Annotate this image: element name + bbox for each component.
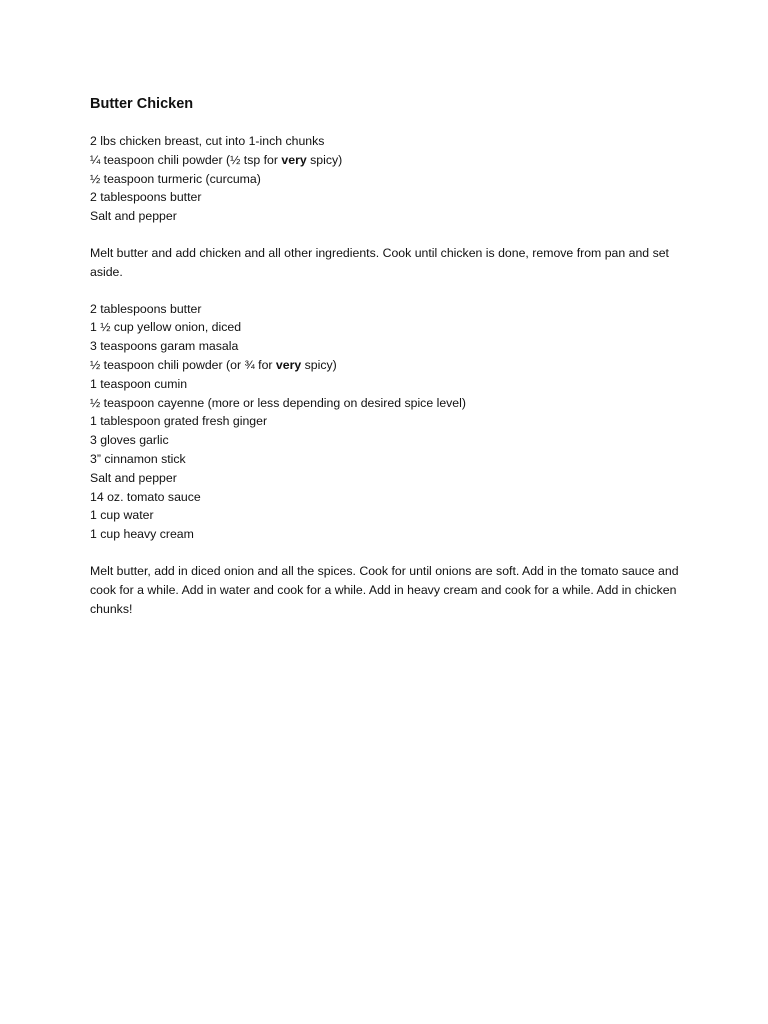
- recipe-title: Butter Chicken: [90, 96, 194, 112]
- ingredient-line: 3 teaspoons garam masala: [90, 339, 239, 354]
- ingredient-line: 2 tablespoons butter: [90, 190, 202, 205]
- ingredient-text: ¼ teaspoon chili powder (½ tsp for: [90, 152, 282, 167]
- ingredient-line: 2 tablespoons butter: [90, 301, 202, 316]
- recipe-document: [90, 94, 690, 636]
- ingredient-line-chili: [90, 151, 690, 170]
- ingredient-list-chicken: [90, 132, 690, 226]
- ingredient-line: ½ teaspoon turmeric (curcuma): [90, 171, 261, 186]
- ingredient-line: ½ teaspoon cayenne (more or less depending on desired spice level): [90, 395, 466, 410]
- emphasis-very: very: [281, 152, 307, 167]
- emphasis-very: very: [275, 357, 302, 372]
- ingredient-line: 3” cinnamon stick: [90, 451, 186, 466]
- ingredient-line: 2 lbs chicken breast, cut into 1-inch chunks: [90, 134, 325, 148]
- ingredient-line: 1 tablespoon grated fresh ginger: [90, 414, 268, 429]
- ingredient-line: 1 ½ cup yellow onion, diced: [90, 320, 242, 335]
- ingredient-line-chili: [90, 356, 690, 375]
- ingredient-line: Salt and pepper: [90, 209, 177, 224]
- instructions-sauce: Melt butter, add in diced onion and all the spices. Cook for until onions are soft. Add in the tomato sauce and cook for a while. Add in water and cook for a while. Add in heavy cream and cook for a while. Add in chicken chunks!: [90, 563, 679, 616]
- ingredient-line: 1 cup water: [90, 508, 154, 523]
- ingredient-line: Salt and pepper: [90, 470, 177, 485]
- ingredient-text-tail: spicy): [306, 152, 343, 167]
- instructions-chicken: Melt butter and add chicken and all other ingredients. Cook until chicken is done, remove from pan and set aside.: [90, 245, 669, 279]
- ingredient-text-tail: spicy): [301, 357, 337, 372]
- ingredient-line: 1 teaspoon cumin: [90, 376, 188, 391]
- ingredient-line: 3 gloves garlic: [90, 433, 169, 448]
- ingredient-line: 1 cup heavy cream: [90, 527, 194, 542]
- ingredient-list-sauce: [90, 300, 690, 544]
- ingredient-text: ½ teaspoon chili powder (or ¾ for: [90, 357, 276, 372]
- ingredient-line: 14 oz. tomato sauce: [90, 489, 201, 504]
